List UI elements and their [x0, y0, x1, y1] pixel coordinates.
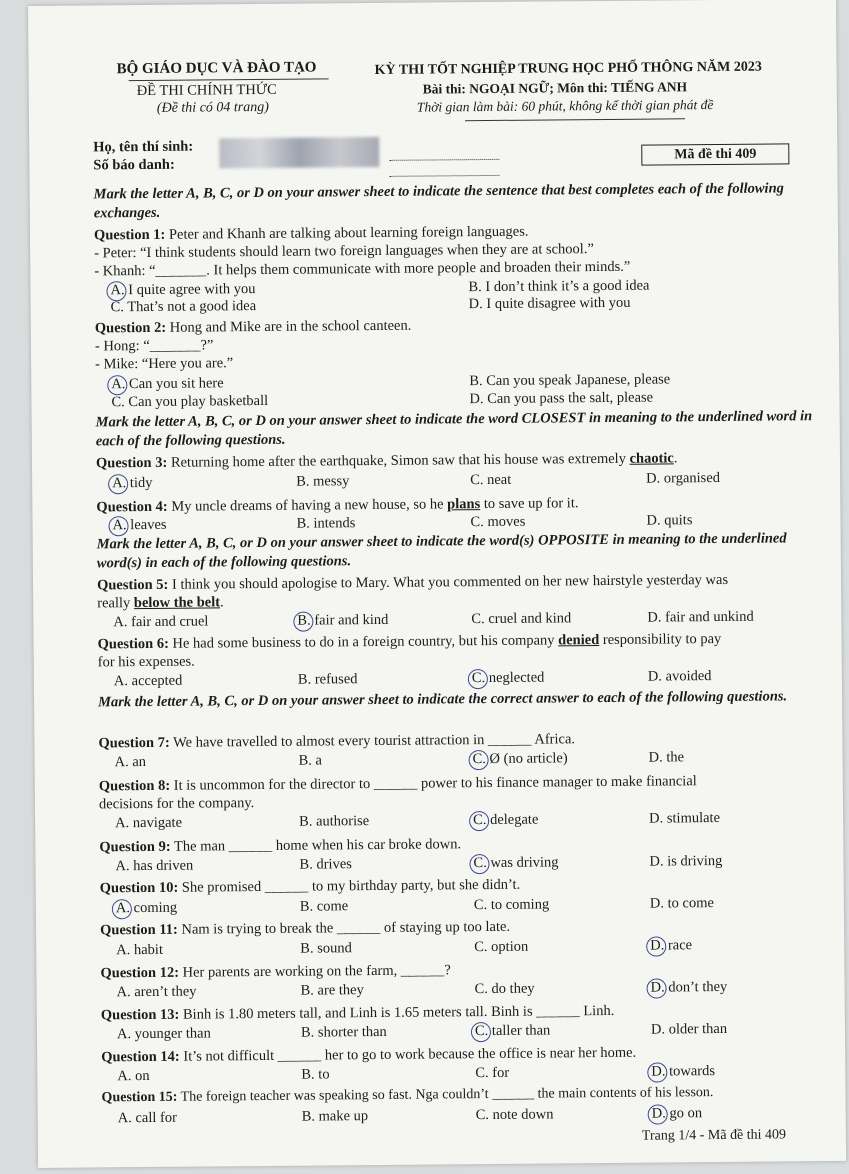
q1-option-b: B. I don’t think it’s a good idea [468, 277, 650, 296]
q2-answer-mark [107, 375, 127, 395]
question-5-line-2: really below the belt. [97, 594, 224, 612]
question-7: Question 7: We have travelled to almost every tourist attraction in ______ Africa. [98, 731, 576, 752]
title-underline [465, 118, 685, 121]
q1-option-c: C. That’s not a good idea [110, 298, 257, 316]
candidate-id-label: Số báo danh: [93, 156, 175, 174]
q8-option-c: C. delegate [473, 811, 539, 829]
exam-paper [28, 0, 846, 1168]
q5-answer-mark [293, 612, 313, 632]
q3-answer-mark [108, 474, 128, 494]
q9-option-a: A. has driven [115, 857, 194, 875]
q8-answer-mark [469, 811, 489, 831]
q1-option-d: D. I quite disagree with you [468, 294, 631, 313]
candidate-name-label: Họ, tên thí sinh: [93, 138, 194, 156]
q6-option-a: A. accepted [113, 672, 183, 690]
q11-option-b: B. sound [300, 940, 352, 957]
q15-option-a: A. call for [117, 1109, 177, 1127]
q12-option-d: D. don’t they [650, 978, 728, 996]
q4-answer-mark [108, 516, 128, 536]
q6-option-b: B. refused [297, 671, 358, 688]
q9-option-b: B. drives [299, 856, 352, 873]
question-5: Question 5: I think you should apologise to Mary. What you commented on her new hairstyle yesterday was [96, 571, 729, 594]
ministry-name: BỘ GIÁO DỤC VÀ ĐÀO TẠO [116, 59, 317, 78]
q12-option-c: C. do they [474, 980, 535, 998]
question-2-line-mike: - Mike: “Here you are.” [95, 355, 234, 373]
exam-time: Thời gian làm bài: 60 phút, không kể thời gian phát đề [416, 97, 714, 115]
instruction-opposite: Mark the letter A, B, C, or D on your answer sheet to indicate the word(s) OPPOSITE in meaning to the underlined word(s) in each of the following questions. [96, 530, 787, 572]
q4-option-a: A. leaves [112, 516, 167, 534]
q14-option-d: D. towards [651, 1063, 716, 1080]
exam-code-box: Mã đề thi 409 [641, 143, 789, 165]
q8-option-a: A. navigate [115, 814, 183, 832]
q13-option-c: C. taller than [474, 1022, 551, 1040]
question-15: Question 15: The foreign teacher was speaking so fast. Nga couldn’t ______ the main contents of his lesson. [101, 1085, 714, 1106]
q11-option-a: A. habit [116, 941, 164, 959]
official-label: ĐỀ THI CHÍNH THỨC [136, 81, 277, 100]
q15-option-b: B. make up [301, 1108, 369, 1125]
q10-option-c: C. to coming [473, 896, 550, 914]
question-2-line-hong: - Hong: “_______?” [94, 337, 214, 355]
q15-option-d: D. go on [651, 1105, 703, 1122]
instruction-correct-answer: Mark the letter A, B, C, or D on your answer sheet to indicate the correct answer to each of the following questions. [98, 688, 788, 711]
q15-option-c: C. note down [475, 1106, 554, 1124]
q4-option-b: B. intends [296, 515, 356, 532]
q2-option-c: C. Can you play basketball [111, 392, 269, 411]
q8-option-b: B. authorise [299, 813, 370, 830]
question-3: Question 3: Returning home after the earthquake, Simon saw that his house was extremely chaotic. [95, 450, 678, 472]
q13-option-b: B. shorter than [300, 1023, 387, 1041]
question-11: Question 11: Nam is trying to break the ______ of staying up too late. [99, 918, 511, 939]
q11-option-c: C. option [474, 938, 529, 956]
q13-option-d: D. older than [650, 1020, 728, 1038]
name-dotted-line [389, 159, 499, 161]
q4-option-c: C. moves [470, 513, 526, 531]
q7-option-d: D. the [648, 749, 685, 766]
q7-option-b: B. a [298, 752, 323, 769]
question-8-line-2: decisions for the company. [98, 795, 255, 813]
exam-title: KỲ THI TỐT NGHIỆP TRUNG HỌC PHỔ THÔNG NĂM 2023 [374, 59, 762, 78]
q7-answer-mark [469, 750, 489, 770]
question-10: Question 10: She promised ______ to my birthday party, but she didn’t. [99, 876, 521, 897]
q14-answer-mark [647, 1062, 667, 1082]
question-1-line-peter: - Peter: “I think students should learn two foreign languages when they are at school.” [94, 241, 594, 262]
q13-answer-mark [471, 1022, 491, 1042]
q10-option-a: A. coming [115, 899, 178, 917]
q13-option-a: A. younger than [116, 1025, 211, 1043]
q6-option-c: C. neglected [471, 669, 545, 687]
q3-option-d: D. organised [646, 469, 721, 487]
instruction-exchanges: Mark the letter A, B, C, or D on your answer sheet to indicate the sentence that best completes each of the following exchanges. [93, 180, 784, 222]
instruction-closest: Mark the letter A, B, C, or D on your answer sheet to indicate the word CLOSEST in meaning to the underlined word in each of the following questions. [95, 408, 813, 450]
q5-option-b: B. fair and kind [297, 611, 389, 629]
question-4: Question 4: My uncle dreams of having a new house, so he plans to save up for it. [96, 495, 579, 516]
q9-answer-mark [469, 854, 489, 874]
question-2: Question 2: Hong and Mike are in the school canteen. [94, 317, 412, 337]
q1-option-a: A. I quite agree with you [110, 281, 256, 299]
redacted-candidate-info [219, 137, 379, 168]
q9-option-d: D. is driving [649, 852, 723, 870]
q10-answer-mark [112, 899, 132, 919]
question-14: Question 14: It’s not difficult ______ her to go to work because the office is near her home. [101, 1044, 637, 1066]
pages-note: (Đề thi có 04 trang) [156, 99, 269, 116]
q2-option-b: B. Can you speak Japanese, please [469, 371, 671, 390]
q9-option-c: C. was driving [473, 854, 559, 872]
question-6: Question 6: He had some business to do in a foreign country, but his company denied responsibility to pay [97, 630, 722, 653]
question-9: Question 9: The man ______ home when his car broke down. [99, 836, 462, 856]
question-6-line-2: for his expenses. [97, 653, 195, 671]
q5-option-d: D. fair and unkind [647, 608, 754, 626]
q11-option-d: D. race [650, 937, 693, 954]
q8-option-d: D. stimulate [649, 809, 721, 827]
q2-option-d: D. Can you pass the salt, please [469, 389, 654, 408]
id-dotted-line [389, 175, 499, 177]
q10-option-b: B. come [299, 898, 349, 915]
q3-option-b: B. messy [296, 473, 350, 490]
q3-option-c: C. neat [470, 471, 512, 489]
q2-option-a: A. Can you sit here [111, 375, 224, 393]
ministry-underline [129, 78, 329, 81]
q6-option-d: D. avoided [647, 668, 712, 685]
q7-option-c: C. Ø (no article) [472, 750, 568, 768]
q12-option-b: B. are they [300, 982, 364, 999]
q3-option-a: A. tidy [112, 474, 153, 492]
q6-answer-mark [468, 669, 488, 689]
exam-subject: Bài thi: NGOẠI NGỮ; Môn thi: TIẾNG ANH [422, 79, 688, 97]
q5-option-a: A. fair and cruel [113, 613, 209, 631]
q14-option-b: B. to [301, 1066, 330, 1083]
question-1: Question 1: Peter and Khanh are talking about learning foreign languages. [93, 223, 529, 244]
question-12: Question 12: Her parents are working on the farm, ______? [100, 962, 451, 982]
q12-option-a: A. aren’t they [116, 983, 197, 1001]
q11-answer-mark [646, 936, 666, 956]
q14-option-a: A. on [117, 1067, 150, 1085]
question-1-line-khanh: - Khanh: “_______. It helps them communicate with more people and broaden their minds.” [94, 258, 631, 280]
q14-option-c: C. for [475, 1064, 510, 1082]
page-footer: Trang 1/4 - Mã đề thi 409 [641, 1127, 787, 1144]
q15-answer-mark [648, 1104, 668, 1124]
question-8: Question 8: It is uncommon for the director to ______ power to his finance manager to make financial [98, 773, 697, 795]
q4-option-d: D. quits [646, 512, 693, 529]
q5-option-c: C. cruel and kind [471, 610, 572, 628]
q12-answer-mark [647, 978, 667, 998]
question-13: Question 13: Binh is 1.80 meters tall, and Linh is 1.65 meters tall. Binh is ______ Linh. [100, 1002, 615, 1024]
q7-option-a: A. an [114, 753, 147, 771]
q10-option-d: D. to come [649, 895, 714, 912]
